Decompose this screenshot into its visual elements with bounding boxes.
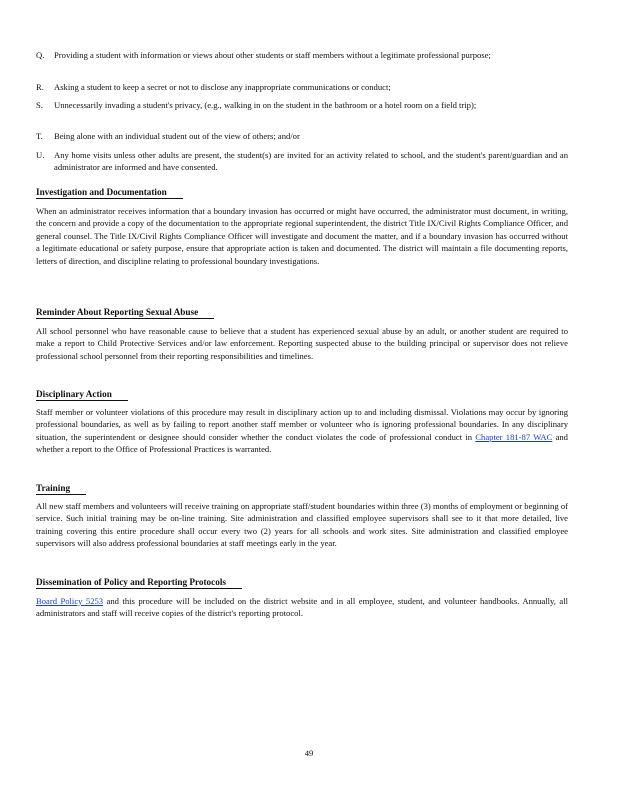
heading-reminder: Reminder About Reporting Sexual Abuse bbox=[36, 306, 214, 319]
wac-chapter-link[interactable]: Chapter 181-87 WAC bbox=[475, 431, 553, 442]
heading-dissemination: Dissemination of Policy and Reporting Protocols bbox=[36, 576, 242, 589]
list-text: Providing a student with information or views about other students or staff members without a legitimate professional purpose; bbox=[54, 50, 491, 60]
list-text: Asking a student to keep a secret or not to disclose any inappropriate communications or conduct; bbox=[54, 82, 391, 92]
list-text: Any home visits unless other adults are present, the student(s) are invited for an activity related to school, and the student's parent/guardian and an administrator are informed and have consented. bbox=[54, 150, 568, 173]
disciplinary-text-before: Staff member or volunteer violations of this procedure may result in disciplinary action up to and including dismissal. Violations may occur by ignoring professional boundaries, as well as by failing to report another staff member or volunteer who is ignoring professional boundaries. In any disciplinary situation, the superintendent or designee should consider whether the conduct violates the code of professional conduct in bbox=[36, 407, 568, 442]
investigation-body: When an administrator receives information that a boundary invasion has occurred or might have occurred, the administrator must document, in writing, the concern and provide a copy of the documentation to the appropriate regional superintendent, the district Title IX/Civil Rights Compliance Officer, and general counsel. The Title IX/Civil Rights Compliance Officer will investigate and document the matter, and if a boundary invasion has occurred without a legitimate educational or safety purpose, ensure that appropriate action is taken and documented. The district will maintain a file documenting reports, letters of direction, and discipline relating to professional boundary investigations. bbox=[36, 206, 568, 266]
heading-training: Training bbox=[36, 482, 86, 495]
heading-disciplinary: Disciplinary Action bbox=[36, 388, 128, 401]
training-body: All new staff members and volunteers will receive training on appropriate staff/student boundaries within three (3) months of employment or beginning of service. Such initial training may be on-line training. Site administration and classified employee supervisors shall see to it that more detailed, live training covering this entire procedure shall occur every two (2) years for all schools and work sites. Site administration and classified employee supervisors will also address professional boundaries at staff meetings early in the year. bbox=[36, 501, 568, 549]
disciplinary-text-after: and whether a report to the Office of Professional Practices is warranted. bbox=[36, 431, 568, 455]
page-number: 49 bbox=[304, 748, 314, 758]
list-letter: U. bbox=[36, 150, 45, 160]
list-letter: R. bbox=[36, 82, 44, 92]
list-letter: T. bbox=[36, 131, 43, 141]
list-text: Being alone with an individual student out of the view of others; and/or bbox=[54, 131, 300, 141]
board-policy-link[interactable]: Board Policy 5253 bbox=[36, 596, 104, 606]
dissemination-text: and this procedure will be included on the district website and in all employee, student, and volunteer handbooks. Annually, all administrators and staff will receive copies of the district's reporting protocol. bbox=[36, 596, 569, 619]
dissemination-body bbox=[36, 595, 568, 620]
heading-investigation: Investigation and Documentation bbox=[36, 186, 183, 199]
list-text: Unnecessarily invading a student's privacy, (e.g., walking in on the student in the bathroom or a hotel room on a field trip); bbox=[54, 100, 477, 110]
list-letter: Q. bbox=[36, 50, 45, 60]
reminder-body: All school personnel who have reasonable cause to believe that a student has experienced sexual abuse by an adult, or another student are required to make a report to Child Protective Services and/or law enforcement. Reporting suspected abuse to the building principal or supervisor does not relieve professional school personnel from their reporting responsibilities and timelines. bbox=[36, 326, 568, 361]
list-letter: S. bbox=[36, 100, 43, 110]
disciplinary-body bbox=[36, 406, 568, 456]
